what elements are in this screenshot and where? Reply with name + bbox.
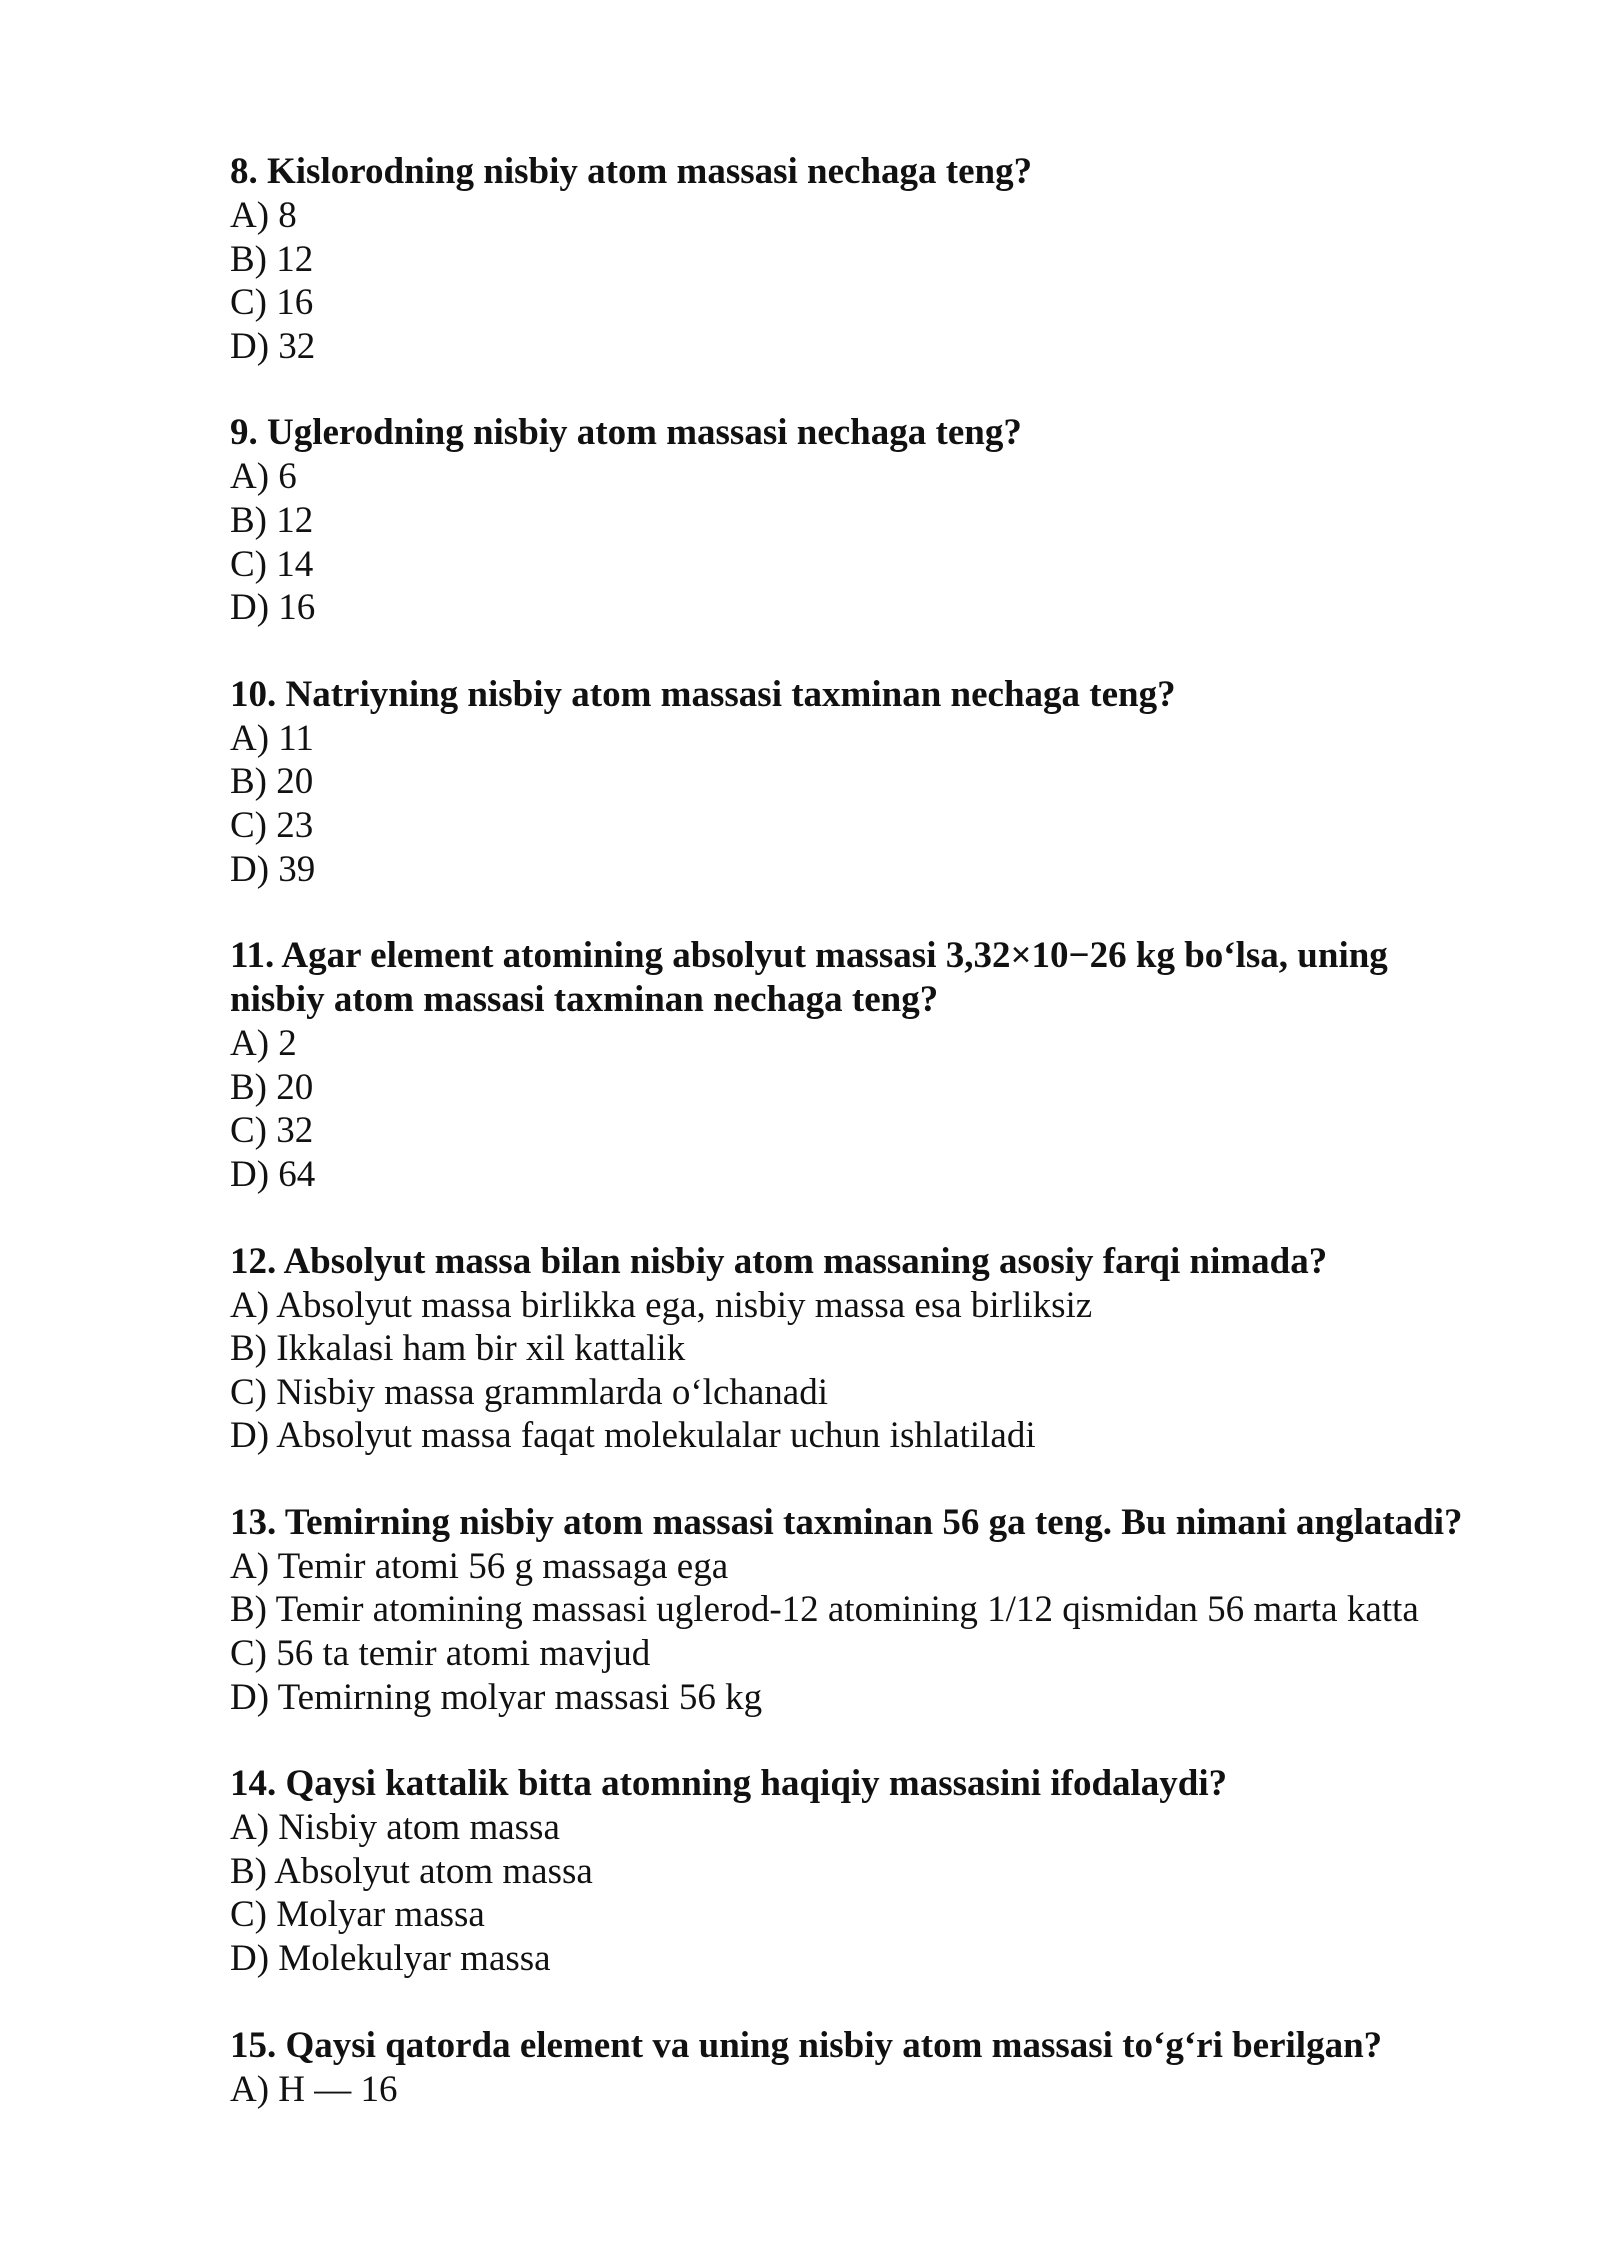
- answer-option: C) 23: [230, 804, 314, 846]
- answer-option: A) 8: [230, 195, 297, 236]
- question-text: 11. Agar element atomining absolyut massasi 3,32×10−26 kg bo‘lsa, uning nisbiy atom massasi taxminan nechaga teng?: [230, 935, 1388, 1021]
- answer-option: A) 11: [230, 717, 314, 759]
- question-11: [230, 934, 1470, 1196]
- answer-options: [230, 1545, 1470, 1719]
- question-text: 14. Qaysi kattalik bitta atomning haqiqiy massasini ifodalaydi?: [230, 1763, 1228, 1805]
- question-9: [230, 411, 1470, 629]
- question-8: [230, 150, 1470, 368]
- answer-option: D) Temirning molyar massasi 56 kg: [230, 1676, 763, 1718]
- document-page: [230, 150, 1470, 2154]
- answer-option: C) 14: [230, 543, 314, 585]
- answer-option: B) Ikkalasi ham bir xil kattalik: [230, 1328, 686, 1370]
- answer-option: A) Temir atomi 56 g massaga ega: [230, 1545, 729, 1587]
- answer-option: B) Absolyut atom massa: [230, 1850, 593, 1892]
- answer-option: B) 20: [230, 1066, 314, 1108]
- answer-options: [230, 1284, 1470, 1458]
- answer-option: C) 32: [230, 1110, 314, 1152]
- answer-option: C) Nisbiy massa grammlarda o‘lchanadi: [230, 1371, 828, 1413]
- answer-option: D) 64: [230, 1153, 316, 1195]
- answer-option: A) 2: [230, 1023, 297, 1065]
- answer-option: A) H — 16: [230, 2068, 398, 2110]
- answer-option: D) Molekulyar massa: [230, 1938, 551, 1980]
- question-12: [230, 1240, 1470, 1458]
- question-14: [230, 1762, 1470, 1980]
- answer-options: [230, 194, 1470, 368]
- answer-options: [230, 455, 1470, 629]
- question-10: [230, 673, 1470, 891]
- answer-option: C) Molyar massa: [230, 1894, 485, 1936]
- answer-option: B) 12: [230, 499, 314, 541]
- answer-options: [230, 2068, 1470, 2112]
- answer-option: B) Temir atomining massasi uglerod-12 atomining 1/12 qismidan 56 marta katta: [230, 1589, 1419, 1631]
- answer-option: D) 16: [230, 587, 316, 629]
- answer-options: [230, 717, 1470, 891]
- answer-option: D) 32: [230, 325, 316, 367]
- question-text: 10. Natriyning nisbiy atom massasi taxminan nechaga teng?: [230, 673, 1176, 715]
- answer-option: C) 56 ta temir atomi mavjud: [230, 1633, 651, 1675]
- answer-option: B) 12: [230, 238, 314, 280]
- question-text: 15. Qaysi qatorda element va uning nisbiy atom massasi to‘g‘ri berilgan?: [230, 2024, 1383, 2066]
- answer-option: B) 20: [230, 761, 314, 803]
- answer-option: D) 39: [230, 848, 316, 890]
- question-13: [230, 1501, 1470, 1719]
- answer-options: [230, 1022, 1470, 1196]
- question-15: [230, 2024, 1470, 2112]
- answer-option: C) 16: [230, 282, 314, 324]
- question-text: 8. Kislorodning nisbiy atom massasi nechaga teng?: [230, 151, 1033, 192]
- question-text: 12. Absolyut massa bilan nisbiy atom massaning asosiy farqi nimada?: [230, 1240, 1328, 1282]
- answer-option: A) 6: [230, 456, 297, 498]
- answer-option: A) Absolyut massa birlikka ega, nisbiy massa esa birliksiz: [230, 1284, 1093, 1326]
- answer-option: A) Nisbiy atom massa: [230, 1807, 560, 1849]
- answer-options: [230, 1806, 1470, 1980]
- answer-option: D) Absolyut massa faqat molekulalar uchun ishlatiladi: [230, 1415, 1036, 1457]
- question-text: 9. Uglerodning nisbiy atom massasi nechaga teng?: [230, 412, 1022, 454]
- question-text: 13. Temirning nisbiy atom massasi taxminan 56 ga teng. Bu nimani anglatadi?: [230, 1501, 1463, 1543]
